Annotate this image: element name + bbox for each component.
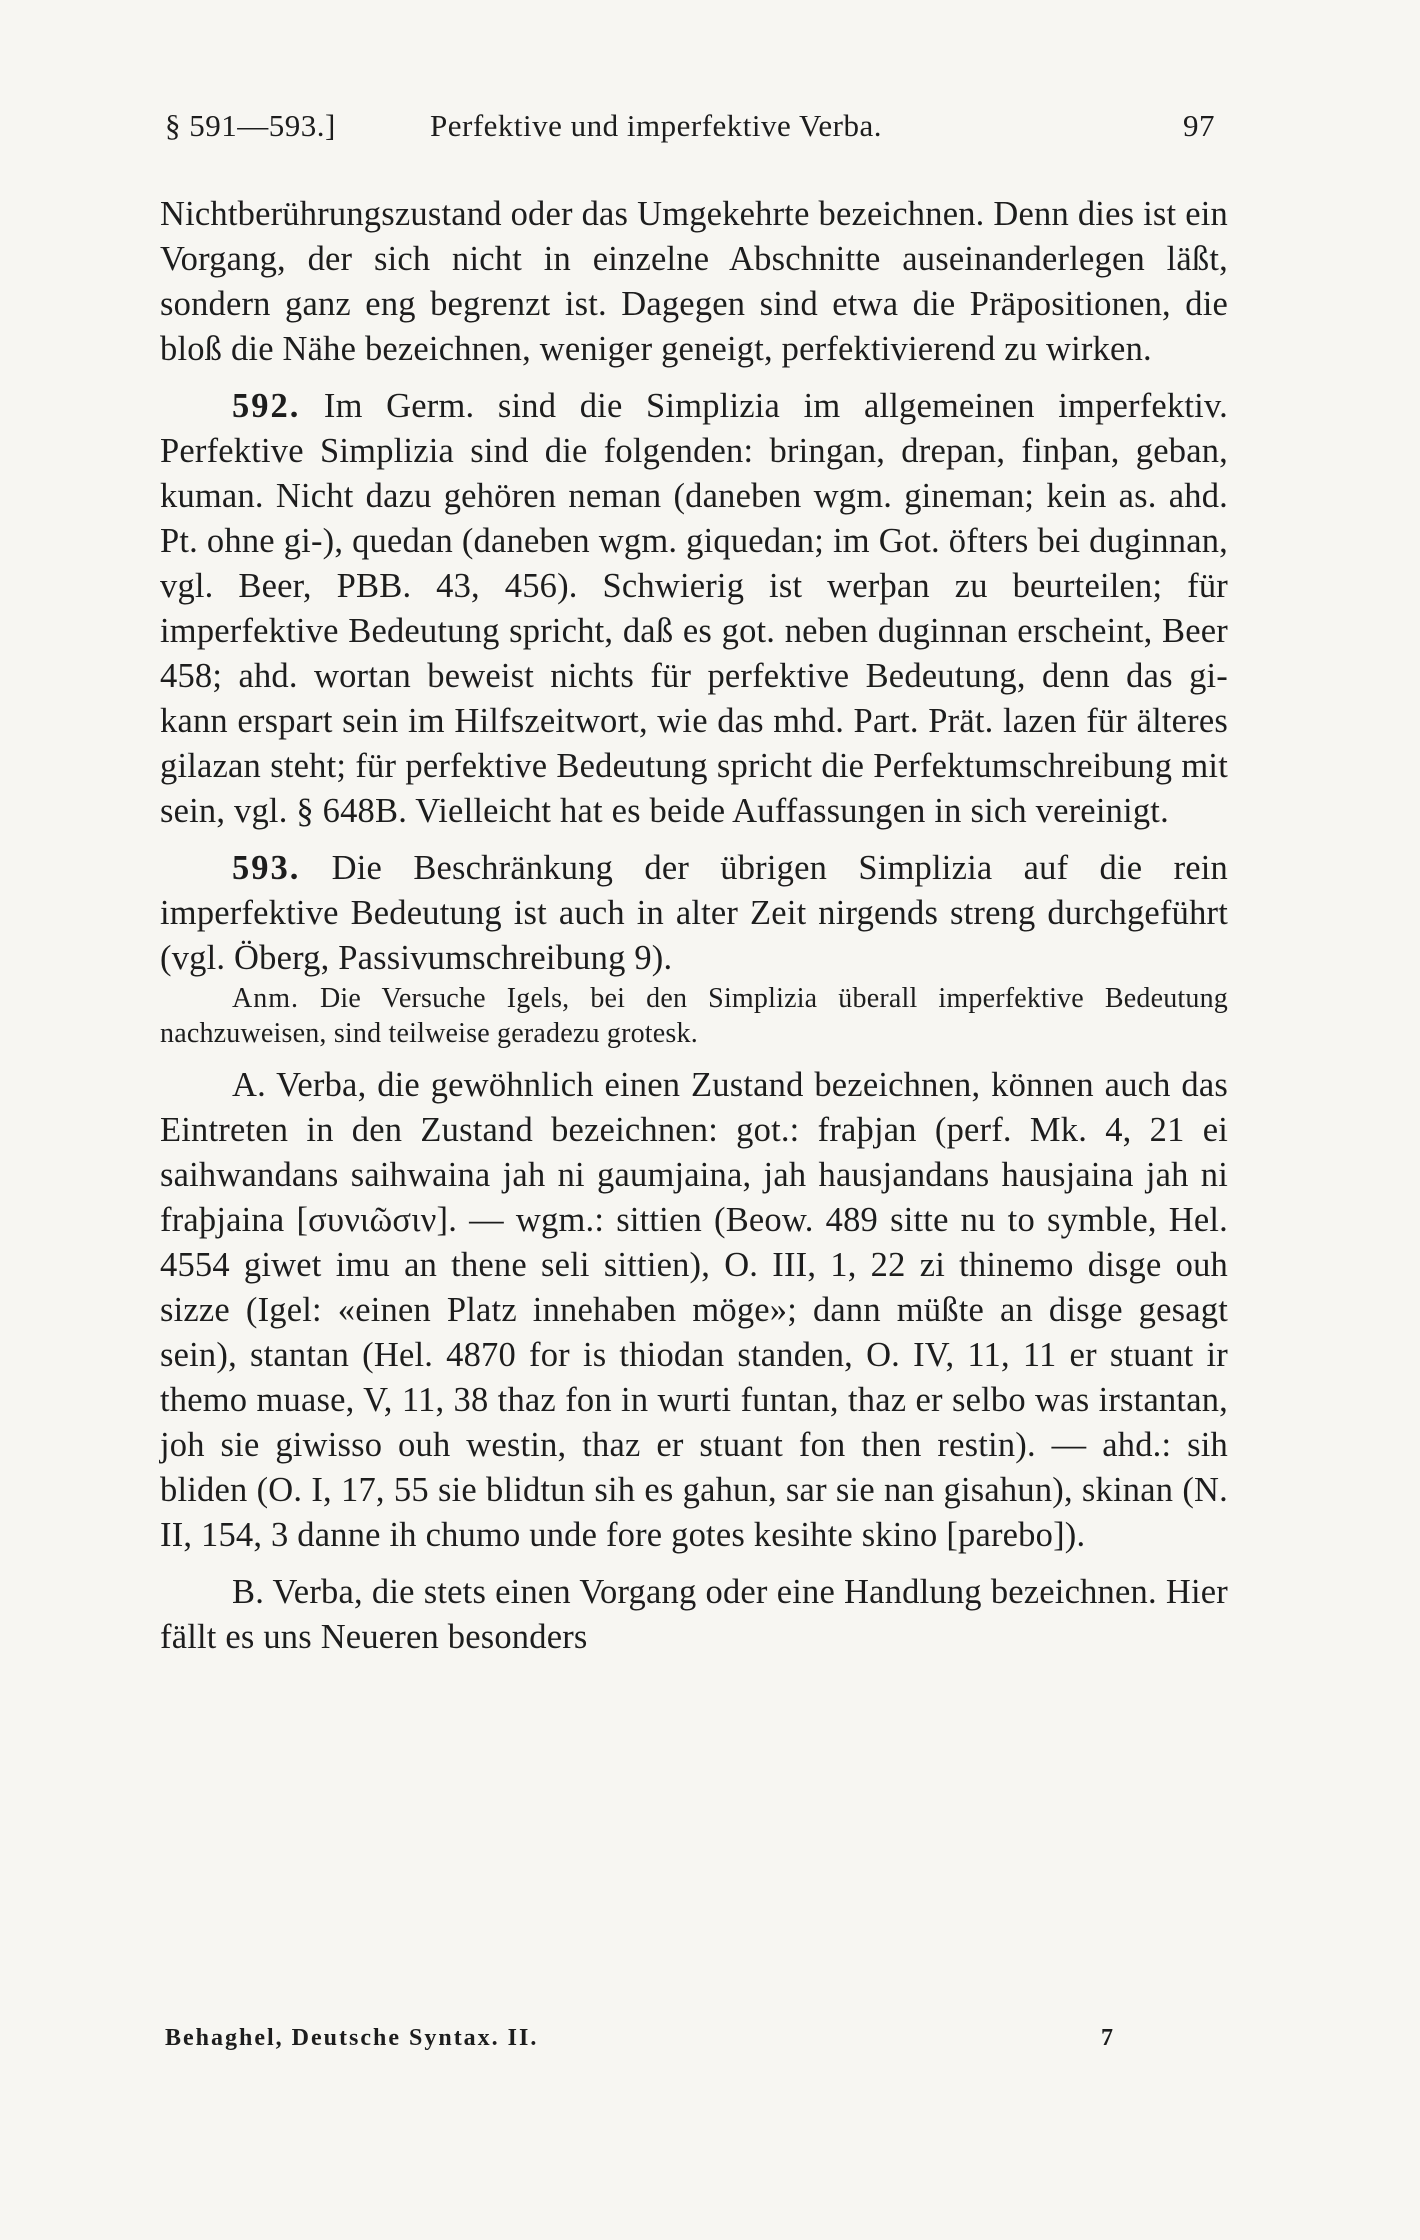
section-number-593: 593.	[232, 849, 301, 887]
section-number-592: 592.	[232, 387, 301, 425]
paragraph-a: A. Verba, die gewöhnlich einen Zustand bezeichnen, können auch das Eintreten in den Zustand bezeichnen: got.: fraþjan (perf. Mk. 4, 21 ei saihwandans saihwaina jah ni gaumjaina, jah hausjandans hausjaina jah ni fraþjaina [συνιῶσιν]. — wgm.: sittien (Beow. 489 sitte nu to symble, Hel. 4554 giwet imu an thene seli sittien), O. III, 1, 22 zi thinemo disge ouh sizze (Igel: «einen Platz innehaben möge»; dann müßte an disge gesagt sein), stantan (Hel. 4870 for is thiodan standen, O. IV, 11, 11 er stuant ir themo muase, V, 11, 38 thaz fon in wurti funtan, thaz er selbo was irstantan, joh sie giwisso ouh westin, thaz er stuant fon then restin). — ahd.: sih bliden (O. I, 17, 55 sie blidtun sih es gahun, sar sie nan gisahun), skinan (N. II, 154, 3 danne ih chumo unde fore gotes kesihte skino [parebo]).	[160, 1066, 1228, 1554]
page-body	[160, 192, 1228, 1660]
note-text: Die Versuche Igels, bei den Simplizia überall imperfektive Bedeutung nachzuweisen, sind teilweise geradezu grotesk.	[160, 983, 1228, 1049]
paragraph-592-text: Im Germ. sind die Simplizia im allgemeinen imperfektiv. Perfektive Simplizia sind die folgenden: bringan, drepan, finþan, geban, kuman. Nicht dazu gehören neman (daneben wgm. gineman; kein as. ahd. Pt. ohne gi-), quedan (daneben wgm. giquedan; im Got. öfters bei duginnan, vgl. Beer, PBB. 43, 456). Schwierig ist werþan zu beurteilen; für imperfektive Bedeutung spricht, daß es got. neben duginnan erscheint, Beer 458; ahd. wortan beweist nichts für perfektive Bedeutung, denn das gi- kann erspart sein im Hilfszeitwort, wie das mhd. Part. Prät. lazen für älteres gilazan steht; für perfektive Bedeutung spricht die Perfektumschreibung mit sein, vgl. § 648B. Vielleicht hat es beide Auffassungen in sich vereinigt.	[160, 387, 1228, 830]
annotation-note	[160, 981, 1228, 1051]
paragraph-b: B. Verba, die stets einen Vorgang oder eine Handlung bezeichnen. Hier fällt es uns Neueren besonders	[160, 1573, 1228, 1656]
footer-author-title: Behaghel, Deutsche Syntax. II.	[165, 2025, 539, 2051]
header-section-range: § 591—593.]	[165, 108, 336, 143]
note-label: Anm.	[232, 983, 299, 1014]
paragraph-592	[160, 384, 1228, 834]
page-footer	[165, 2025, 1115, 2052]
paragraph-593	[160, 846, 1228, 981]
header-title: Perfektive und imperfektive Verba.	[430, 108, 882, 143]
paragraph-593-text: Die Beschränkung der übrigen Simplizia auf die rein imperfektive Bedeutung ist auch in alter Zeit nirgends streng durchgeführt (vgl. Öberg, Passivumschreibung 9).	[160, 849, 1229, 977]
page-number: 97	[1183, 108, 1215, 143]
paragraph-591-end: Nichtberührungszustand oder das Umgekehrte bezeichnen. Denn dies ist ein Vorgang, der sich nicht in einzelne Abschnitte auseinanderlegen läßt, sondern ganz eng begrenzt ist. Dagegen sind etwa die Präpositionen, die bloß die Nähe bezeichnen, weniger geneigt, perfektivierend zu wirken.	[160, 195, 1228, 368]
signature-mark: 7	[1101, 2025, 1115, 2051]
